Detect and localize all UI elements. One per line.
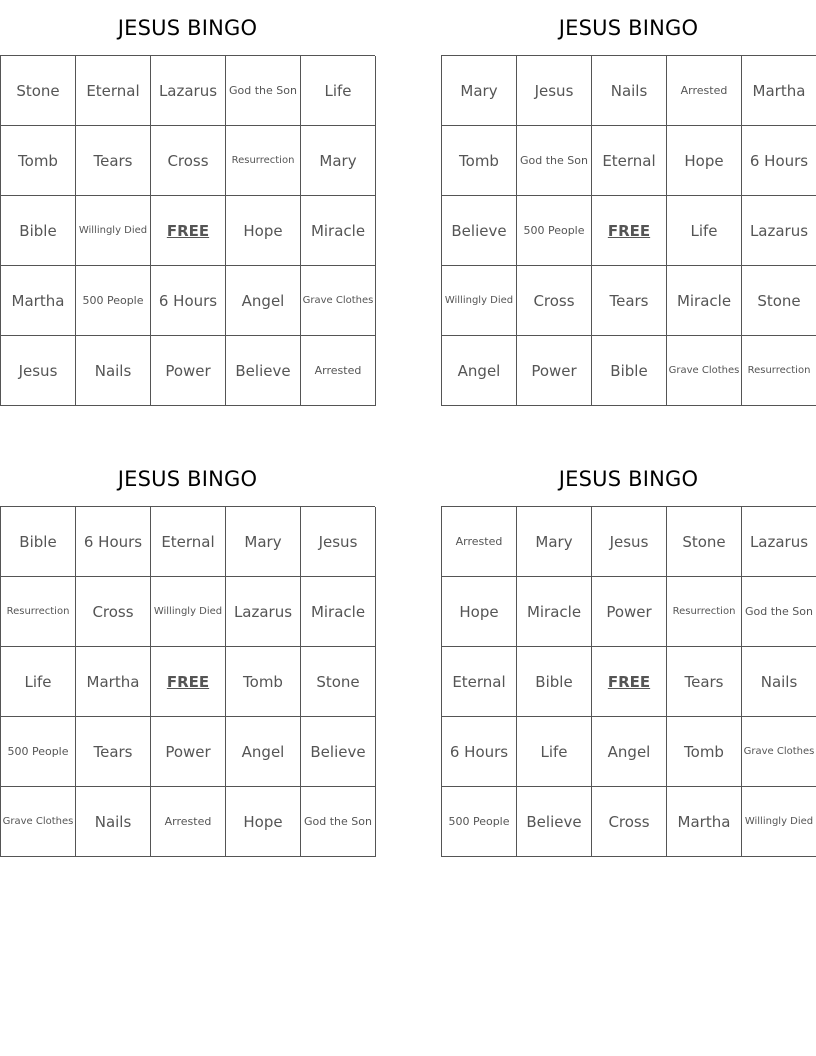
bingo-cell: Jesus (517, 56, 592, 126)
card-title: JESUS BINGO (117, 16, 258, 40)
bingo-cell: Willingly Died (76, 196, 151, 266)
bingo-cell: God the Son (226, 56, 301, 126)
bingo-cell: Stone (742, 266, 816, 336)
bingo-cell: Eternal (442, 647, 517, 717)
bingo-cell: Cross (151, 126, 226, 196)
card-title: JESUS BINGO (558, 16, 699, 40)
bingo-cell: 6 Hours (151, 266, 226, 336)
bingo-cell: Tears (76, 126, 151, 196)
bingo-cell: Hope (226, 196, 301, 266)
bingo-cell: Miracle (301, 577, 376, 647)
bingo-cell: Lazarus (742, 196, 816, 266)
bingo-cell: Believe (517, 787, 592, 857)
bingo-cell: Mary (226, 507, 301, 577)
bingo-cell: Tomb (226, 647, 301, 717)
bingo-cell: Resurrection (226, 126, 301, 196)
bingo-cell: Jesus (1, 336, 76, 406)
bingo-cell: Bible (1, 196, 76, 266)
bingo-cell: Arrested (151, 787, 226, 857)
bingo-cell: Mary (517, 507, 592, 577)
free-space-cell: FREE (151, 196, 226, 266)
bingo-cell: Hope (442, 577, 517, 647)
bingo-cell: Nails (742, 647, 816, 717)
bingo-cell: Martha (76, 647, 151, 717)
bingo-cell: Lazarus (742, 507, 816, 577)
card-title: JESUS BINGO (117, 467, 258, 491)
bingo-cell: Life (1, 647, 76, 717)
bingo-cell: Tomb (442, 126, 517, 196)
bingo-cell: Angel (442, 336, 517, 406)
bingo-cell: Grave Clothes (301, 266, 376, 336)
bingo-cell: Life (667, 196, 742, 266)
bingo-cell: Hope (667, 126, 742, 196)
bingo-cell: Miracle (667, 266, 742, 336)
bingo-cell: Eternal (76, 56, 151, 126)
bingo-cell: Nails (76, 787, 151, 857)
bingo-cell: Nails (592, 56, 667, 126)
bingo-cell: Eternal (592, 126, 667, 196)
bingo-cell: Bible (1, 507, 76, 577)
bingo-cell: Tears (76, 717, 151, 787)
bingo-cell: God the Son (301, 787, 376, 857)
bingo-cell: Believe (442, 196, 517, 266)
bingo-cell: Bible (517, 647, 592, 717)
bingo-cell: Bible (592, 336, 667, 406)
bingo-cell: 500 People (442, 787, 517, 857)
bingo-cell: Cross (592, 787, 667, 857)
bingo-cell: Grave Clothes (667, 336, 742, 406)
bingo-cell: Stone (667, 507, 742, 577)
bingo-cell: Lazarus (226, 577, 301, 647)
bingo-cell: Mary (301, 126, 376, 196)
bingo-cell: Stone (301, 647, 376, 717)
bingo-cell: Cross (517, 266, 592, 336)
bingo-cell: Martha (667, 787, 742, 857)
free-space-cell: FREE (592, 196, 667, 266)
bingo-cell: Hope (226, 787, 301, 857)
bingo-cell: Arrested (667, 56, 742, 126)
bingo-cell: Tears (592, 266, 667, 336)
bingo-cell: Grave Clothes (1, 787, 76, 857)
bingo-cell: Power (592, 577, 667, 647)
bingo-cell: Resurrection (1, 577, 76, 647)
bingo-grid (441, 55, 816, 406)
bingo-cell: Lazarus (151, 56, 226, 126)
bingo-cell: Resurrection (667, 577, 742, 647)
free-space-cell: FREE (151, 647, 226, 717)
bingo-cell: Willingly Died (151, 577, 226, 647)
bingo-grid (0, 506, 375, 857)
bingo-cell: Life (301, 56, 376, 126)
bingo-cell: Miracle (301, 196, 376, 266)
bingo-cell: God the Son (742, 577, 816, 647)
bingo-cell: Cross (76, 577, 151, 647)
card-title: JESUS BINGO (558, 467, 699, 491)
bingo-cell: Eternal (151, 507, 226, 577)
bingo-cell: Nails (76, 336, 151, 406)
bingo-cell: Tomb (1, 126, 76, 196)
bingo-cell: Mary (442, 56, 517, 126)
bingo-cell: Miracle (517, 577, 592, 647)
bingo-cell: 500 People (517, 196, 592, 266)
bingo-cell: Arrested (301, 336, 376, 406)
bingo-cell: Tomb (667, 717, 742, 787)
bingo-cell: Angel (226, 717, 301, 787)
bingo-cell: Martha (1, 266, 76, 336)
bingo-cell: Willingly Died (742, 787, 816, 857)
bingo-cell: Believe (226, 336, 301, 406)
bingo-grid (441, 506, 816, 857)
bingo-grid (0, 55, 375, 406)
bingo-cell: God the Son (517, 126, 592, 196)
bingo-cell: Life (517, 717, 592, 787)
bingo-cell: Power (151, 336, 226, 406)
bingo-cell: Grave Clothes (742, 717, 816, 787)
bingo-card-4 (441, 451, 816, 857)
bingo-cell: Tears (667, 647, 742, 717)
bingo-cell: Angel (226, 266, 301, 336)
bingo-cell: Martha (742, 56, 816, 126)
bingo-cell: Resurrection (742, 336, 816, 406)
bingo-cell: Believe (301, 717, 376, 787)
bingo-card-2 (441, 0, 816, 406)
bingo-cell: 6 Hours (742, 126, 816, 196)
bingo-cell: Angel (592, 717, 667, 787)
bingo-cell: 500 People (1, 717, 76, 787)
bingo-cell: 6 Hours (442, 717, 517, 787)
free-space-cell: FREE (592, 647, 667, 717)
bingo-cell: Stone (1, 56, 76, 126)
bingo-cell: 500 People (76, 266, 151, 336)
bingo-cell: Jesus (301, 507, 376, 577)
bingo-card-1 (0, 0, 375, 406)
bingo-cell: Power (517, 336, 592, 406)
bingo-cell: Arrested (442, 507, 517, 577)
bingo-cell: Willingly Died (442, 266, 517, 336)
bingo-cell: 6 Hours (76, 507, 151, 577)
bingo-cell: Jesus (592, 507, 667, 577)
bingo-card-3 (0, 451, 375, 857)
bingo-cell: Power (151, 717, 226, 787)
